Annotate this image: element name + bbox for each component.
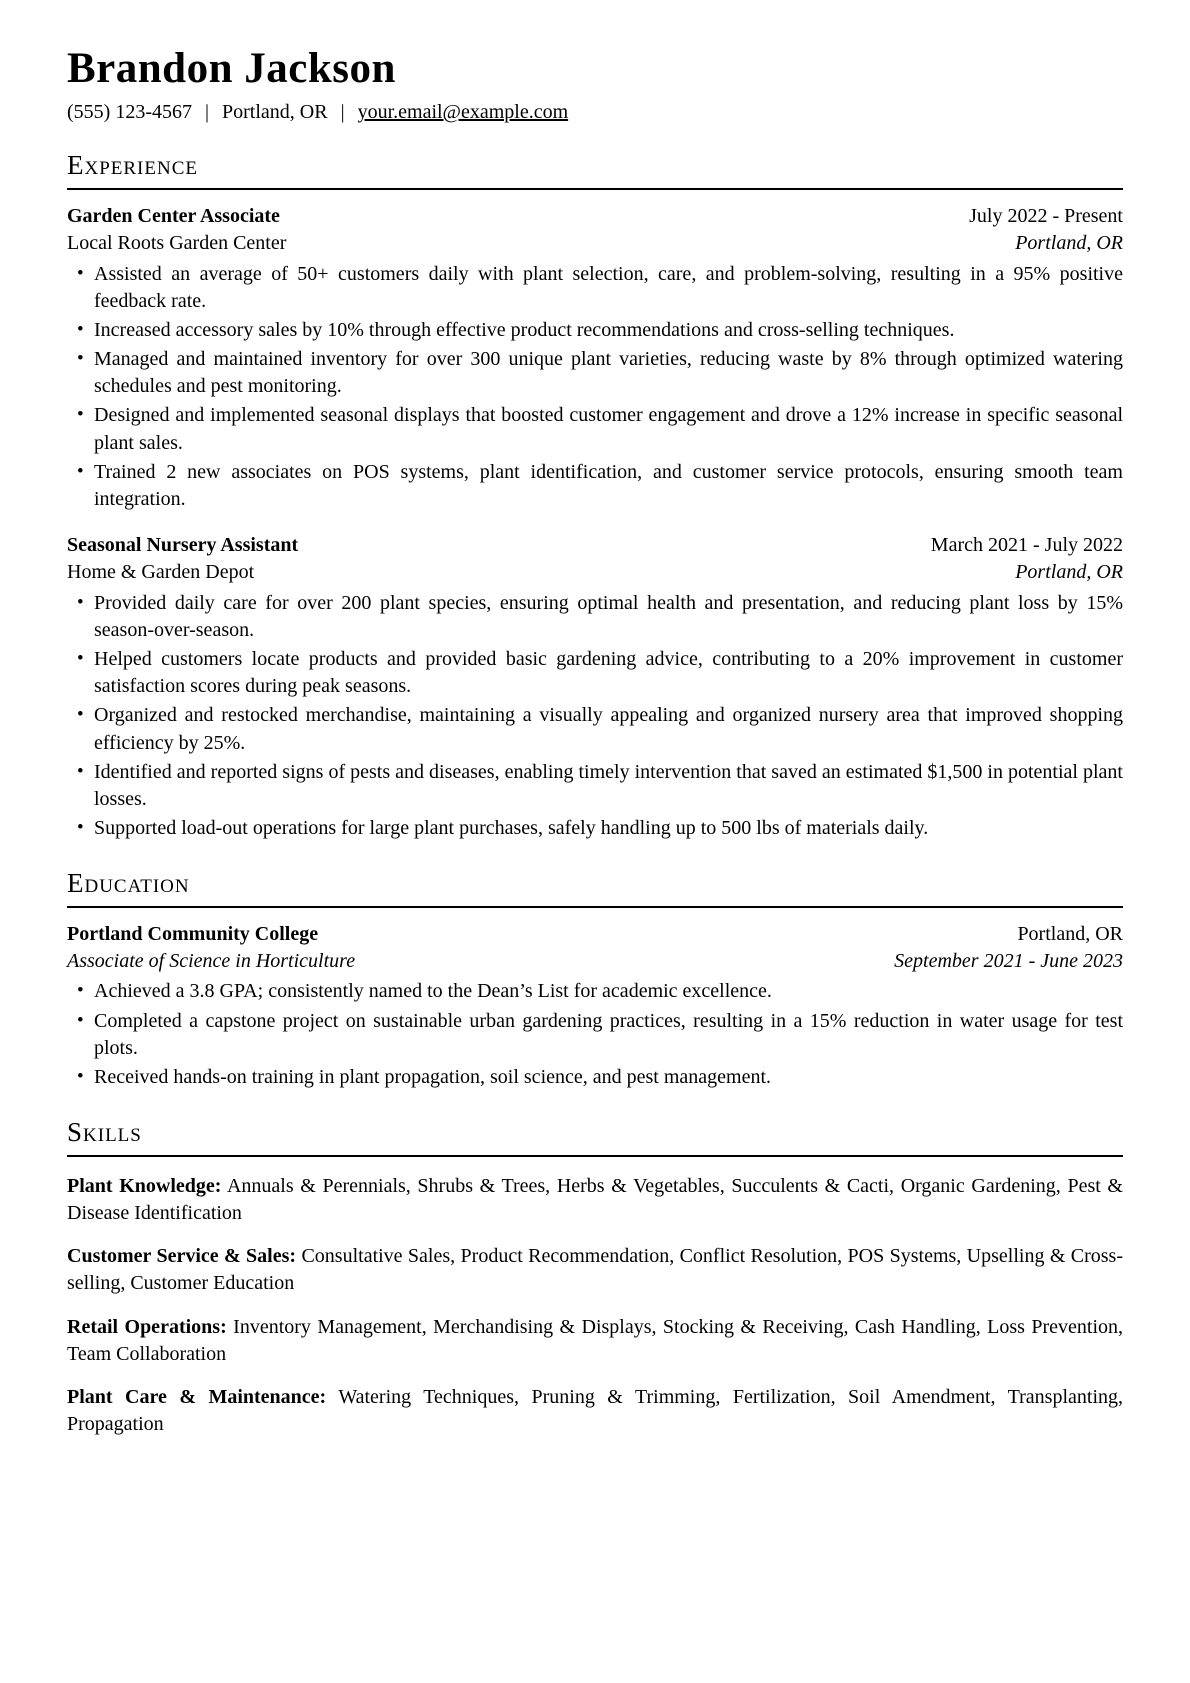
bullet-item: • Provided daily care for over 200 plant species, ensuring optimal health and presentation, and reducing plant loss by 15% season-over-season. bbox=[94, 590, 1123, 644]
separator-bar: | bbox=[204, 101, 209, 124]
job-bullet-list bbox=[67, 590, 1123, 843]
skill-group-items: Annuals & Perennials, Shrubs & Trees, Herbs & Vegetables, Succulents & Cacti, Organic Gardening, Pest & Disease Identification bbox=[67, 1174, 1123, 1224]
job-company-row bbox=[67, 230, 1123, 257]
location-text: Portland, OR bbox=[222, 101, 328, 124]
job-entry-2 bbox=[67, 532, 1123, 842]
bullet-item: • Helped customers locate products and provided basic gardening advice, contributing to a 20% improvement in customer satisfaction scores during peak seasons. bbox=[94, 646, 1123, 700]
education-bullet-list bbox=[67, 978, 1123, 1091]
school-degree-row bbox=[67, 948, 1123, 975]
job-dates: March 2021 - July 2022 bbox=[930, 534, 1123, 557]
bullet-item: • Designed and implemented seasonal displays that boosted customer engagement and drove a 12% increase in specific seasonal plant sales. bbox=[94, 402, 1123, 456]
skill-group-label: Retail Operations: bbox=[67, 1315, 227, 1338]
experience-section bbox=[67, 151, 1123, 842]
bullet-item: • Identified and reported signs of pests and diseases, enabling timely intervention that saved an estimated $1,500 in potential plant losses. bbox=[94, 759, 1123, 813]
bullet-item: • Trained 2 new associates on POS systems, plant identification, and customer service protocols, ensuring smooth team integration. bbox=[94, 459, 1123, 513]
skill-group-retail-operations bbox=[67, 1314, 1123, 1368]
skill-group-label: Customer Service & Sales: bbox=[67, 1245, 297, 1268]
email-link[interactable]: your.email@example.com bbox=[357, 101, 569, 124]
bullet-item: • Completed a capstone project on sustainable urban gardening practices, resulting in a 15% reduction in water usage for test plots. bbox=[94, 1008, 1123, 1062]
education-section bbox=[67, 869, 1123, 1091]
contact-line bbox=[67, 101, 1123, 124]
job-bullet-list bbox=[67, 261, 1123, 514]
job-location: Portland, OR bbox=[1015, 561, 1123, 584]
skill-group-items: Inventory Management, Merchandising & Displays, Stocking & Receiving, Cash Handling, Loss Prevention, Team Collaboration bbox=[67, 1315, 1124, 1365]
skill-group-label: Plant Knowledge: bbox=[67, 1174, 222, 1197]
skill-group-plant-knowledge bbox=[67, 1173, 1123, 1227]
company-name: Home & Garden Depot bbox=[67, 561, 255, 584]
degree-name: Associate of Science in Horticulture bbox=[67, 950, 356, 973]
bullet-item: • Increased accessory sales by 10% through effective product recommendations and cross-selling techniques. bbox=[94, 317, 1123, 344]
job-title-row bbox=[67, 532, 1123, 559]
school-dates: September 2021 - June 2023 bbox=[894, 950, 1123, 973]
bullet-item: • Supported load-out operations for large plant purchases, safely handling up to 500 lbs of materials daily. bbox=[94, 815, 1123, 842]
section-title-skills: Skills bbox=[67, 1118, 1123, 1157]
education-entry bbox=[67, 921, 1123, 1091]
company-name: Local Roots Garden Center bbox=[67, 232, 287, 255]
school-title-row bbox=[67, 921, 1123, 948]
job-title-row bbox=[67, 203, 1123, 230]
job-title: Garden Center Associate bbox=[67, 205, 280, 228]
school-name: Portland Community College bbox=[67, 922, 319, 945]
job-company-row bbox=[67, 559, 1123, 586]
bullet-item: • Assisted an average of 50+ customers daily with plant selection, care, and problem-solving, resulting in a 95% positive feedback rate. bbox=[94, 261, 1123, 315]
section-title-education: Education bbox=[67, 869, 1123, 908]
job-dates: July 2022 - Present bbox=[969, 205, 1123, 228]
job-location: Portland, OR bbox=[1015, 232, 1123, 255]
skill-group-label: Plant Care & Maintenance: bbox=[67, 1385, 327, 1408]
skill-group-plant-care bbox=[67, 1384, 1123, 1438]
resume-header bbox=[67, 44, 1123, 124]
skill-group-items: Watering Techniques, Pruning & Trimming, Fertilization, Soil Amendment, Transplanting, Propagation bbox=[67, 1385, 1123, 1436]
school-location: Portland, OR bbox=[1017, 922, 1123, 945]
job-title: Seasonal Nursery Assistant bbox=[67, 534, 299, 557]
phone-number: (555) 123-4567 bbox=[67, 101, 192, 124]
bullet-item: • Managed and maintained inventory for over 300 unique plant varieties, reducing waste by 8% through optimized watering schedules and pest monitoring. bbox=[94, 346, 1123, 400]
section-title-experience: Experience bbox=[67, 151, 1123, 190]
bullet-item: • Organized and restocked merchandise, maintaining a visually appealing and organized nursery area that improved shopping efficiency by 25%. bbox=[94, 702, 1123, 756]
candidate-name: Brandon Jackson bbox=[67, 45, 396, 92]
skill-group-items: Consultative Sales, Product Recommendation, Conflict Resolution, POS Systems, Upselling & Cross-selling, Customer Education bbox=[67, 1245, 1124, 1295]
bullet-item: • Achieved a 3.8 GPA; consistently named to the Dean’s List for academic excellence. bbox=[94, 978, 1123, 1005]
separator-bar: | bbox=[340, 101, 345, 124]
skills-section bbox=[67, 1118, 1123, 1438]
job-entry-1 bbox=[67, 203, 1123, 513]
skill-group-customer-service bbox=[67, 1243, 1123, 1297]
bullet-item: • Received hands-on training in plant propagation, soil science, and pest management. bbox=[94, 1064, 1123, 1091]
